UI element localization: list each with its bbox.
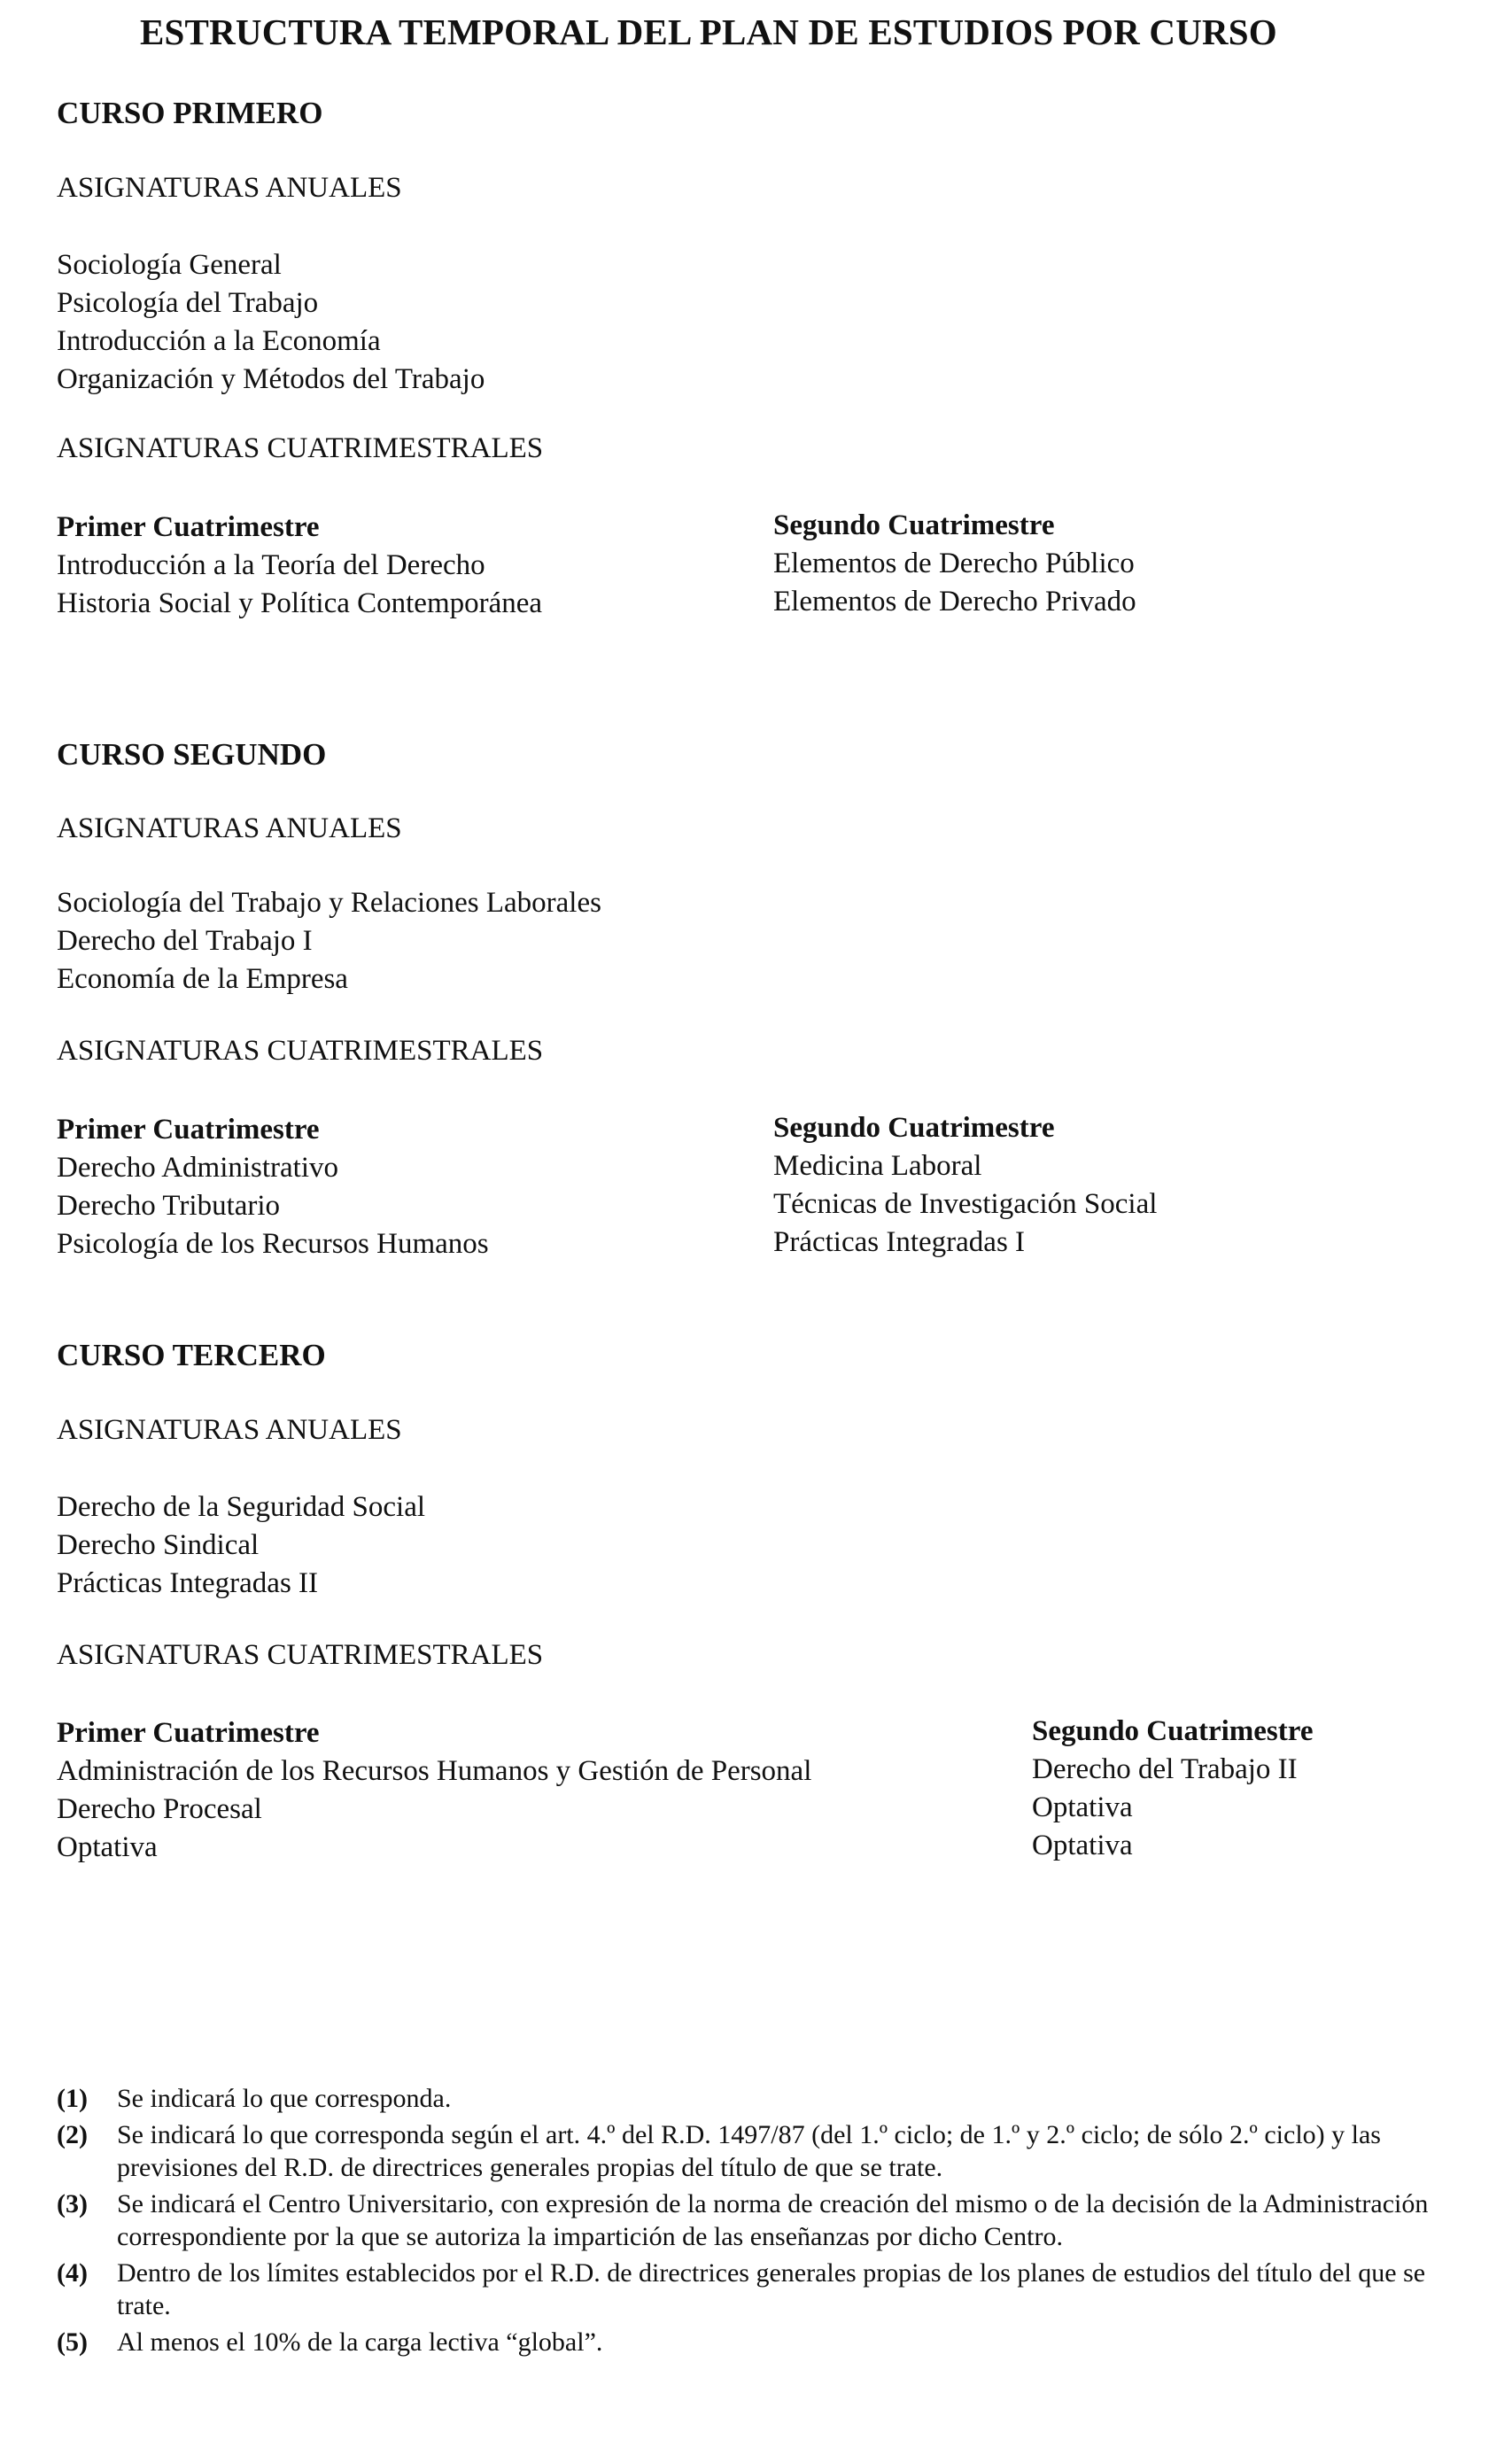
footnotes bbox=[57, 2082, 1483, 2362]
subject-item: Optativa bbox=[57, 1831, 158, 1863]
first-semester-list bbox=[57, 509, 542, 623]
subject-item: Sociología General bbox=[57, 249, 282, 281]
footnote-text: Se indicará lo que corresponda. bbox=[117, 2084, 452, 2113]
semester-heading: ASIGNATURAS CUATRIMESTRALES bbox=[57, 1639, 544, 1671]
course-title: CURSO PRIMERO bbox=[57, 96, 323, 130]
first-semester-list bbox=[57, 1111, 489, 1263]
subject-item: Prácticas Integradas I bbox=[773, 1226, 1026, 1258]
footnote-text: Se indicará el Centro Universitario, con expresión de la norma de creación del mismo o de la decisión de la Administración correspondiente por la que se autoriza la impartición de las enseñanzas por dicho Centro. bbox=[117, 2189, 1429, 2251]
annual-heading: ASIGNATURAS ANUALES bbox=[57, 812, 402, 844]
footnote-text: Al menos el 10% de la carga lectiva “global”. bbox=[117, 2327, 603, 2357]
footnote-item bbox=[57, 2082, 1483, 2115]
annual-list bbox=[57, 884, 601, 998]
second-semester-list bbox=[773, 507, 1136, 621]
subject-item: Sociología del Trabajo y Relaciones Laborales bbox=[57, 887, 601, 919]
footnote-text: Se indicará lo que corresponda según el art. 4.º del R.D. 1497/87 (del 1.º ciclo; de 1.º y 2.º ciclo; de sólo 2.º ciclo) y las previsiones del R.D. de directrices generales propias del título de que se trate. bbox=[117, 2120, 1381, 2182]
first-semester-heading: Primer Cuatrimestre bbox=[57, 511, 320, 543]
subject-item: Prácticas Integradas II bbox=[57, 1567, 319, 1599]
first-semester-heading: Primer Cuatrimestre bbox=[57, 1114, 320, 1146]
first-semester-heading: Primer Cuatrimestre bbox=[57, 1717, 320, 1749]
footnote-item bbox=[57, 2187, 1483, 2253]
semester-heading: ASIGNATURAS CUATRIMESTRALES bbox=[57, 432, 544, 464]
annual-heading: ASIGNATURAS ANUALES bbox=[57, 1414, 402, 1446]
page-title: ESTRUCTURA TEMPORAL DEL PLAN DE ESTUDIOS POR CURSO bbox=[140, 12, 1277, 52]
second-semester-heading: Segundo Cuatrimestre bbox=[773, 509, 1055, 541]
subject-item: Derecho Procesal bbox=[57, 1793, 262, 1825]
subject-item: Medicina Laboral bbox=[773, 1150, 982, 1182]
subject-item: Organización y Métodos del Trabajo bbox=[57, 363, 485, 395]
annual-list bbox=[57, 246, 485, 399]
footnote-item bbox=[57, 2118, 1483, 2184]
second-semester-list bbox=[1032, 1713, 1313, 1865]
second-semester-heading: Segundo Cuatrimestre bbox=[773, 1112, 1055, 1144]
subject-item: Psicología de los Recursos Humanos bbox=[57, 1228, 489, 1260]
subject-item: Técnicas de Investigación Social bbox=[773, 1188, 1158, 1220]
subject-item: Introducción a la Teoría del Derecho bbox=[57, 549, 485, 581]
semester-heading: ASIGNATURAS CUATRIMESTRALES bbox=[57, 1035, 544, 1067]
second-semester-list bbox=[773, 1109, 1157, 1262]
course-title: CURSO TERCERO bbox=[57, 1338, 326, 1372]
annual-list bbox=[57, 1488, 425, 1603]
subject-item: Elementos de Derecho Público bbox=[773, 548, 1135, 579]
second-semester-heading: Segundo Cuatrimestre bbox=[1032, 1715, 1314, 1747]
subject-item: Derecho Administrativo bbox=[57, 1152, 339, 1184]
subject-item: Derecho Tributario bbox=[57, 1190, 281, 1222]
subject-item: Derecho de la Seguridad Social bbox=[57, 1491, 426, 1523]
subject-item: Derecho Sindical bbox=[57, 1529, 260, 1561]
footnote-number: (1) bbox=[57, 2084, 88, 2113]
subject-item: Optativa bbox=[1032, 1791, 1133, 1823]
subject-item: Economía de la Empresa bbox=[57, 963, 348, 995]
footnote-item bbox=[57, 2326, 1483, 2358]
subject-item: Psicología del Trabajo bbox=[57, 287, 319, 319]
footnote-number: (4) bbox=[57, 2258, 88, 2288]
annual-heading: ASIGNATURAS ANUALES bbox=[57, 172, 402, 204]
footnote-item bbox=[57, 2257, 1483, 2322]
footnote-number: (3) bbox=[57, 2189, 88, 2218]
course-title: CURSO SEGUNDO bbox=[57, 737, 327, 772]
first-semester-list bbox=[57, 1714, 811, 1867]
footnote-text: Dentro de los límites establecidos por el R.D. de directrices generales propias de los planes de estudios del título del que se trate. bbox=[117, 2258, 1426, 2320]
subject-item: Historia Social y Política Contemporánea bbox=[57, 587, 543, 619]
subject-item: Introducción a la Economía bbox=[57, 325, 381, 357]
subject-item: Derecho del Trabajo II bbox=[1032, 1753, 1298, 1785]
footnote-number: (5) bbox=[57, 2327, 88, 2357]
subject-item: Derecho del Trabajo I bbox=[57, 925, 313, 957]
footnote-number: (2) bbox=[57, 2120, 88, 2149]
subject-item: Optativa bbox=[1032, 1830, 1133, 1861]
subject-item: Elementos de Derecho Privado bbox=[773, 586, 1136, 618]
subject-item: Administración de los Recursos Humanos y Gestión de Personal bbox=[57, 1755, 812, 1787]
